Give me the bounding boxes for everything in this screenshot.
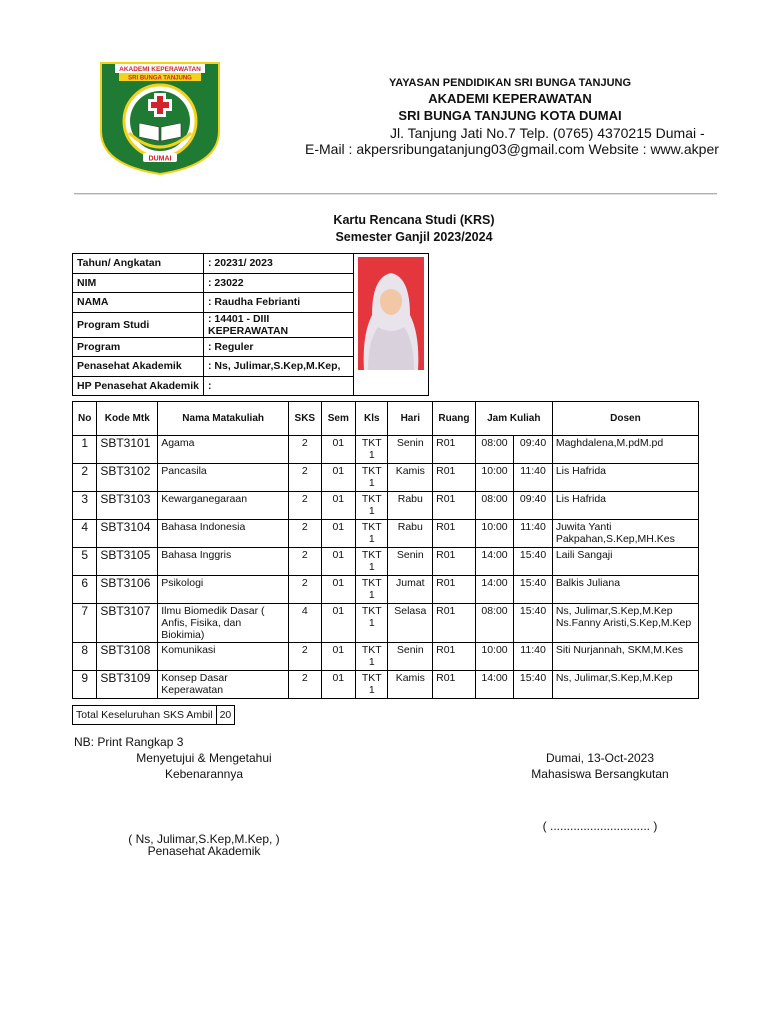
cell-hari: Senin	[388, 548, 433, 576]
table-row	[73, 436, 699, 464]
cell-hari: Jumat	[388, 576, 433, 604]
cell-end: 09:40	[514, 436, 553, 464]
info-label: HP Penasehat Akademik	[73, 376, 204, 396]
cell-hari: Rabu	[388, 492, 433, 520]
col-header-code: Kode Mtk	[97, 402, 158, 436]
cell-ruang: R01	[433, 492, 476, 520]
cell-no: 4	[73, 520, 97, 548]
cell-no: 1	[73, 436, 97, 464]
cell-hari: Senin	[388, 436, 433, 464]
info-label: Program	[73, 337, 204, 357]
cell-dosen: Balkis Juliana	[552, 576, 698, 604]
cell-sks: 2	[289, 576, 321, 604]
col-header-kls: Kls	[356, 402, 388, 436]
cell-sem: 01	[321, 436, 355, 464]
col-header-name: Nama Matakuliah	[158, 402, 289, 436]
cell-sem: 01	[321, 548, 355, 576]
cell-sks: 2	[289, 643, 321, 671]
total-sks-table	[72, 705, 235, 725]
cell-end: 09:40	[514, 492, 553, 520]
cell-ruang: R01	[433, 671, 476, 699]
info-label: NAMA	[73, 293, 204, 313]
cell-start: 08:00	[475, 492, 514, 520]
academy-city: SRI BUNGA TANJUNG KOTA DUMAI	[398, 108, 622, 123]
advisor-name: ( Ns, Julimar,S.Kep,M.Kep, )	[128, 832, 280, 846]
cell-name: Psikologi	[158, 576, 289, 604]
cell-kls: TKT 1	[356, 492, 388, 520]
cell-ruang: R01	[433, 464, 476, 492]
cell-no: 6	[73, 576, 97, 604]
total-sks-label: Total Keseluruhan SKS Ambil	[73, 706, 217, 725]
cell-name: Konsep Dasar Keperawatan	[158, 671, 289, 699]
cell-no: 8	[73, 643, 97, 671]
cell-no: 9	[73, 671, 97, 699]
info-value: : 23022	[204, 273, 354, 293]
table-row	[73, 492, 699, 520]
cell-sks: 4	[289, 604, 321, 643]
cell-start: 08:00	[475, 436, 514, 464]
cell-ruang: R01	[433, 520, 476, 548]
table-row	[73, 643, 699, 671]
cell-kls: TKT 1	[356, 436, 388, 464]
cell-start: 10:00	[475, 520, 514, 548]
print-note: NB: Print Rangkap 3	[74, 735, 184, 749]
cell-name: Agama	[158, 436, 289, 464]
info-value: : 20231/ 2023	[204, 254, 354, 274]
course-header-row	[73, 402, 699, 436]
cell-sks: 2	[289, 464, 321, 492]
cell-end: 11:40	[514, 464, 553, 492]
approval-line-2: Kebenarannya	[164, 767, 244, 781]
cell-hari: Kamis	[388, 464, 433, 492]
table-row	[73, 520, 699, 548]
cell-dosen: Ns, Julimar,S.Kep,M.Kep	[552, 671, 698, 699]
sign-date: Dumai, 13-Oct-2023	[545, 751, 655, 765]
cell-end: 11:40	[514, 520, 553, 548]
col-header-ruang: Ruang	[433, 402, 476, 436]
cell-code: SBT3101	[97, 436, 158, 464]
cell-name: Pancasila	[158, 464, 289, 492]
cell-name: Kewarganegaraan	[158, 492, 289, 520]
info-label: Penasehat Akademik	[73, 357, 204, 377]
cell-dosen: Juwita Yanti Pakpahan,S.Kep,MH.Kes	[552, 520, 698, 548]
cell-dosen: Ns, Julimar,S.Kep,M.Kep Ns.Fanny Aristi,S.Kep,M.Kep	[552, 604, 698, 643]
cell-kls: TKT 1	[356, 464, 388, 492]
table-row	[73, 464, 699, 492]
cell-sem: 01	[321, 604, 355, 643]
cell-code: SBT3105	[97, 548, 158, 576]
cell-no: 5	[73, 548, 97, 576]
cell-end: 11:40	[514, 643, 553, 671]
col-header-sem: Sem	[321, 402, 355, 436]
cell-ruang: R01	[433, 436, 476, 464]
cell-kls: TKT 1	[356, 576, 388, 604]
info-label: Tahun/ Angkatan	[73, 254, 204, 274]
cell-sks: 2	[289, 548, 321, 576]
logo-ring-text-bottom: DUMAI	[148, 155, 172, 163]
info-value: :	[204, 376, 354, 396]
academy-logo	[99, 61, 221, 175]
cell-sem: 01	[321, 576, 355, 604]
doc-title: Kartu Rencana Studi (KRS)	[333, 213, 495, 227]
course-body	[73, 436, 699, 699]
cell-kls: TKT 1	[356, 643, 388, 671]
header-divider	[74, 193, 717, 195]
cell-dosen: Maghdalena,M.pdM.pd	[552, 436, 698, 464]
advisor-role: Penasehat Akademik	[147, 844, 261, 858]
cell-start: 10:00	[475, 464, 514, 492]
cell-sks: 2	[289, 671, 321, 699]
cell-ruang: R01	[433, 643, 476, 671]
cell-ruang: R01	[433, 548, 476, 576]
cell-name: Ilmu Biomedik Dasar ( Anfis, Fisika, dan Biokimia)	[158, 604, 289, 643]
total-sks-value: 20	[216, 706, 235, 725]
academy-name: AKADEMI KEPERAWATAN	[428, 91, 592, 106]
course-table	[72, 401, 699, 699]
cell-code: SBT3102	[97, 464, 158, 492]
cell-sem: 01	[321, 520, 355, 548]
cell-start: 08:00	[475, 604, 514, 643]
logo-ring-text-top: AKADEMI KEPERAWATAN	[119, 66, 201, 73]
cell-dosen: Lis Hafrida	[552, 492, 698, 520]
cell-hari: Selasa	[388, 604, 433, 643]
col-header-no: No	[73, 402, 97, 436]
cell-kls: TKT 1	[356, 604, 388, 643]
cell-code: SBT3103	[97, 492, 158, 520]
info-label: Program Studi	[73, 312, 204, 337]
cell-kls: TKT 1	[356, 548, 388, 576]
approval-line-1: Menyetujui & Mengetahui	[136, 751, 272, 765]
student-role: Mahasiswa Bersangkutan	[531, 767, 669, 781]
info-row	[73, 254, 429, 274]
cell-ruang: R01	[433, 604, 476, 643]
foundation-name: YAYASAN PENDIDIKAN SRI BUNGA TANJUNG	[388, 77, 632, 89]
cell-code: SBT3108	[97, 643, 158, 671]
cell-end: 15:40	[514, 548, 553, 576]
info-value: : 14401 - DIII KEPERAWATAN	[204, 312, 354, 337]
cell-end: 15:40	[514, 576, 553, 604]
cell-start: 14:00	[475, 671, 514, 699]
cell-name: Bahasa Inggris	[158, 548, 289, 576]
table-row	[73, 604, 699, 643]
col-header-dosen: Dosen	[552, 402, 698, 436]
cell-no: 2	[73, 464, 97, 492]
doc-subtitle: Semester Ganjil 2023/2024	[335, 230, 493, 244]
academy-contact: E-Mail : akpersribungatanjung03@gmail.com Website : www.akper	[305, 141, 719, 157]
cell-sem: 01	[321, 464, 355, 492]
info-value: : Reguler	[204, 337, 354, 357]
cell-kls: TKT 1	[356, 671, 388, 699]
student-info-table	[72, 253, 429, 396]
student-photo	[358, 257, 424, 370]
cell-sem: 01	[321, 643, 355, 671]
info-value: : Ns, Julimar,S.Kep,M.Kep,	[204, 357, 354, 377]
table-row	[73, 671, 699, 699]
cell-code: SBT3104	[97, 520, 158, 548]
letterhead	[260, 0, 768, 170]
cell-dosen: Siti Nurjannah, SKM,M.Kes	[552, 643, 698, 671]
cell-hari: Senin	[388, 643, 433, 671]
table-row	[73, 548, 699, 576]
cell-start: 14:00	[475, 548, 514, 576]
logo-ring-text-mid: SRI BUNGA TANJUNG	[128, 75, 192, 82]
info-value: : Raudha Febrianti	[204, 293, 354, 313]
col-header-hari: Hari	[388, 402, 433, 436]
cell-kls: TKT 1	[356, 520, 388, 548]
cell-sem: 01	[321, 671, 355, 699]
cell-start: 14:00	[475, 576, 514, 604]
cell-name: Bahasa Indonesia	[158, 520, 289, 548]
table-row	[73, 576, 699, 604]
cell-code: SBT3106	[97, 576, 158, 604]
cell-no: 3	[73, 492, 97, 520]
cell-hari: Kamis	[388, 671, 433, 699]
cell-sem: 01	[321, 492, 355, 520]
student-signature: ( .............................. )	[542, 819, 658, 833]
cell-hari: Rabu	[388, 520, 433, 548]
info-label: NIM	[73, 273, 204, 293]
cell-sks: 2	[289, 436, 321, 464]
photo-cell	[354, 254, 429, 396]
cell-no: 7	[73, 604, 97, 643]
cell-dosen: Lis Hafrida	[552, 464, 698, 492]
cell-code: SBT3107	[97, 604, 158, 643]
cell-sks: 2	[289, 492, 321, 520]
cell-end: 15:40	[514, 604, 553, 643]
cell-ruang: R01	[433, 576, 476, 604]
col-header-sks: SKS	[289, 402, 321, 436]
cell-start: 10:00	[475, 643, 514, 671]
cell-end: 15:40	[514, 671, 553, 699]
cell-name: Komunikasi	[158, 643, 289, 671]
cell-code: SBT3109	[97, 671, 158, 699]
cell-dosen: Laili Sangaji	[552, 548, 698, 576]
academy-address: Jl. Tanjung Jati No.7 Telp. (0765) 4370215 Dumai -	[390, 125, 705, 141]
col-header-jam: Jam Kuliah	[475, 402, 552, 436]
cell-sks: 2	[289, 520, 321, 548]
